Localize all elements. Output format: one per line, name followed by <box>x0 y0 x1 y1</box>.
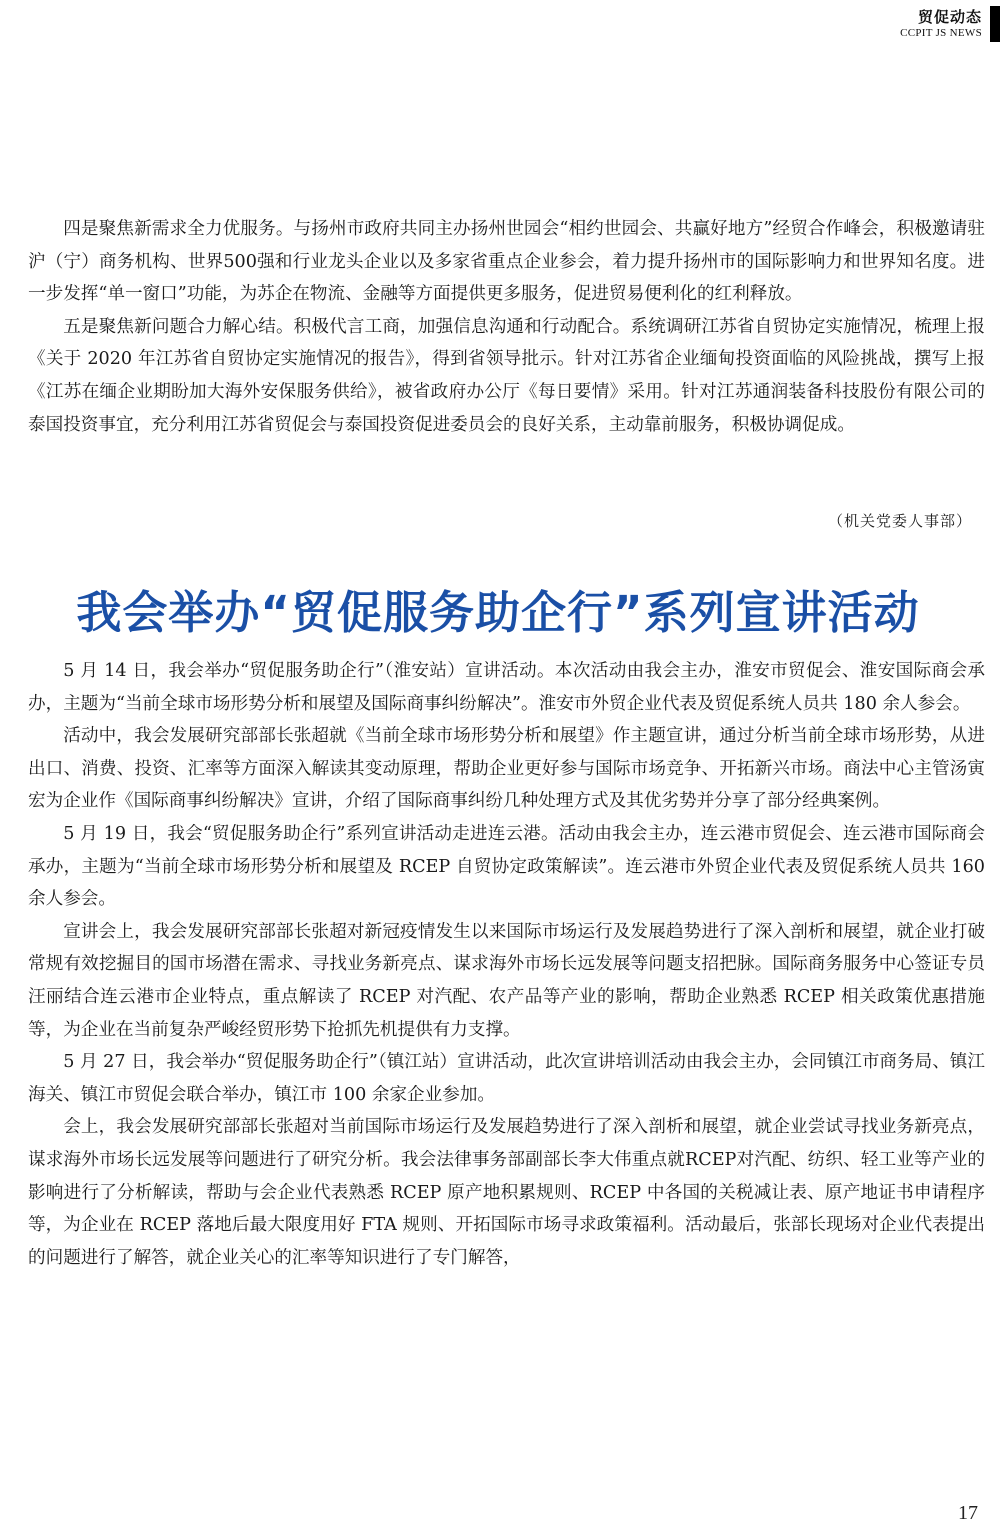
page-number: 17 <box>958 1502 978 1524</box>
paragraph: 会上，我会发展研究部部长张超对当前国际市场运行及发展趋势进行了深入剖析和展望，就企业尝试寻找业务新亮点，谋求海外市场长远发展等问题进行了研究分析。我会法律事务部副部长李大伟重点就RCEP对汽配、纺织、轻工业等产业的影响进行了分析解读，帮助与会企业代表熟悉 RCEP 原产地积累规则、RCEP 中各国的关税减让表、原产地证书申请程序等，为企业在 RCEP 落地后最大限度用好 FTA 规则、开拓国际市场寻求政策福利。活动最后，张部长现场对企业代表提出的问题进行了解答，就企业关心的汇率等知识进行了专门解答， <box>28 1117 985 1268</box>
header-subtitle: CCPIT JS NEWS <box>900 27 982 39</box>
paragraph: 5 月 27 日，我会举办“贸促服务助企行”（镇江站）宣讲活动，此次宣讲培训活动由我会主办，会同镇江市商务局、镇江海关、镇江市贸促会联合举办，镇江市 100 余家企业参加。 <box>28 1052 985 1105</box>
header-title: 贸促动态 <box>917 8 982 26</box>
paragraph: 宣讲会上，我会发展研究部部长张超对新冠疫情发生以来国际市场运行及发展趋势进行了深入剖析和展望，就企业打破常规有效挖掘目的国市场潜在需求、寻找业务新亮点、谋求海外市场长远发展等问题支招把脉。国际商务服务中心签证专员汪丽结合连云港市企业特点，重点解读了 RCEP 对汽配、农产品等产业的影响，帮助企业熟悉 RCEP 相关政策优惠措施等，为企业在当前复杂严峻经贸形势下抢抓先机提供有力支撑。 <box>28 921 985 1040</box>
page-header <box>900 8 982 40</box>
paragraph: 五是聚焦新问题合力解心结。积极代言工商，加强信息沟通和行动配合。系统调研江苏省自贸协定实施情况，梳理上报《关于 2020 年江苏省自贸协定实施情况的报告》，得到省领导批示。针对江苏省企业缅甸投资面临的风险挑战，撰写上报《江苏在缅企业期盼加大海外安保服务供给》，被省政府办公厅《每日要情》采用。针对江苏通润装备科技股份有限公司的泰国投资事宜，充分利用江苏省贸促会与泰国投资促进委员会的良好关系，主动靠前服务，积极协调促成。 <box>28 316 985 435</box>
paragraph: 活动中，我会发展研究部部长张超就《当前全球市场形势分析和展望》作主题宣讲，通过分析当前全球市场形势，从进出口、消费、投资、汇率等方面深入解读其变动原理，帮助企业更好参与国际市场竞争、开拓新兴市场。商法中心主管汤寅宏为企业作《国际商事纠纷解决》宣讲，介绍了国际商事纠纷几种处理方式及其优劣势并分享了部分经典案例。 <box>28 726 985 812</box>
section-one-body <box>28 213 985 441</box>
header-accent-bar <box>990 6 1000 42</box>
paragraph: 5 月 19 日，我会“贸促服务助企行”系列宣讲活动走进连云港。活动由我会主办，连云港市贸促会、连云港市国际商会承办，主题为“当前全球市场形势分析和展望及 RCEP 自贸协定政策解读”。连云港市外贸企业代表及贸促系统人员共 160 余人参会。 <box>28 823 985 910</box>
paragraph: 四是聚焦新需求全力优服务。与扬州市政府共同主办扬州世园会“相约世园会、共赢好地方”经贸合作峰会，积极邀请驻沪（宁）商务机构、世界500强和行业龙头企业以及多家省重点企业参会，着力提升扬州市的国际影响力和世界知名度。进一步发挥“单一窗口”功能，为苏企在物流、金融等方面提供更多服务，促进贸易便利化的红利释放。 <box>28 219 985 305</box>
department-signature: （机关党委人事部） <box>827 512 972 530</box>
article-headline: 我会举办“贸促服务助企行”系列宣讲活动 <box>76 586 920 639</box>
article-body <box>28 655 985 1274</box>
paragraph: 5 月 14 日，我会举办“贸促服务助企行”（淮安站）宣讲活动。本次活动由我会主办，淮安市贸促会、淮安国际商会承办，主题为“当前全球市场形势分析和展望及国际商事纠纷解决”。淮安市外贸企业代表及贸促系统人员共 180 余人参会。 <box>28 661 985 714</box>
